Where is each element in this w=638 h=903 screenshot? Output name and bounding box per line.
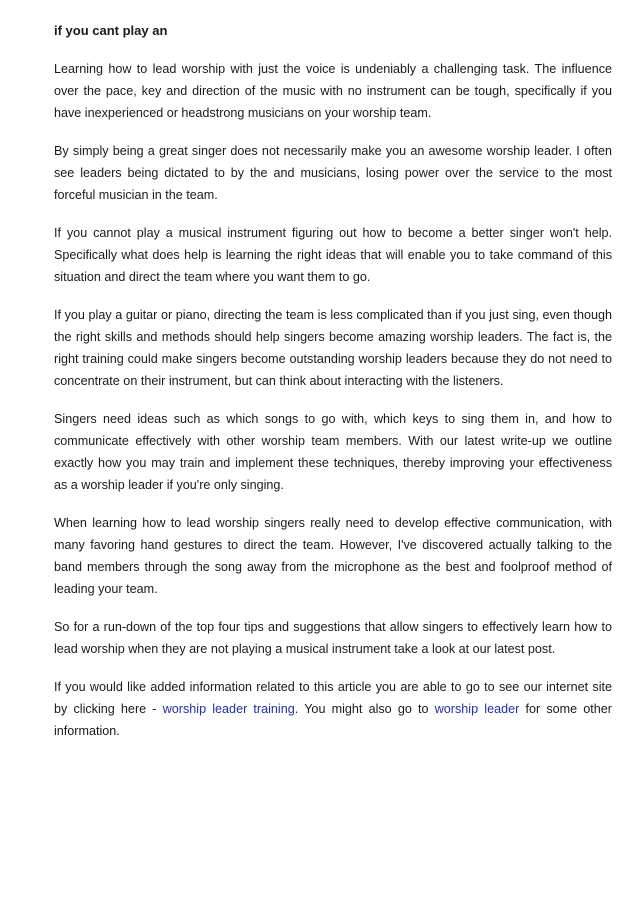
paragraph-ideas: Singers need ideas such as which songs to go with, which keys to sing them in, and how to communicate effectively with other worship team members. With our latest write-up we outline exactly how you may train and implement these techniques, thereby improving your effectiveness as a worship leader if you're only singing. xyxy=(54,412,612,492)
paragraph-guitar-piano: If you play a guitar or piano, directing the team is less complicated than if you just sing, even though the right skills and methods should help singers become amazing worship leaders. The fact is, the right training could make singers become outstanding worship leaders because they do not need to concentrate on their instrument, but can think about interacting with the listeners. xyxy=(54,308,612,388)
paragraph-instrument: If you cannot play a musical instrument figuring out how to become a better singer won't help. Specifically what does help is learning the right ideas that will enable you to take command of this situation and direct the team where you want them to go. xyxy=(54,226,612,284)
worship-leader-training-link[interactable]: worship leader training xyxy=(162,702,295,716)
worship-leader-link[interactable]: worship leader xyxy=(434,702,520,716)
paragraph-closing xyxy=(54,676,612,742)
paragraph-communication: When learning how to lead worship singers really need to develop effective communication, with many favoring hand gestures to direct the team. However, I've discovered actually talking to the band members through the song away from the microphone as the best and foolproof method of leading your team. xyxy=(54,516,612,596)
paragraph-intro: Learning how to lead worship with just the voice is undeniably a challenging task. The influence over the pace, key and direction of the music with no instrument can be tough, specifically if you have inexperienced or headstrong musicians on your worship team. xyxy=(54,62,612,120)
closing-text-1: If you would like added information related to this article you are able to go to see our internet site by clicking here - xyxy=(54,680,612,716)
closing-text-2: . You might also go to xyxy=(294,702,435,716)
document-title: if you cant play an xyxy=(54,23,168,38)
document-page xyxy=(54,21,612,758)
paragraph-rundown: So for a run-down of the top four tips and suggestions that allow singers to effectively learn how to lead worship when they are not playing a musical instrument take a look at our latest post. xyxy=(54,620,612,656)
closing-text-3: for some other information. xyxy=(54,702,612,738)
paragraph-singer: By simply being a great singer does not necessarily make you an awesome worship leader. I often see leaders being dictated to by the and musicians, losing power over the service to the most forceful musician in the team. xyxy=(54,144,612,202)
